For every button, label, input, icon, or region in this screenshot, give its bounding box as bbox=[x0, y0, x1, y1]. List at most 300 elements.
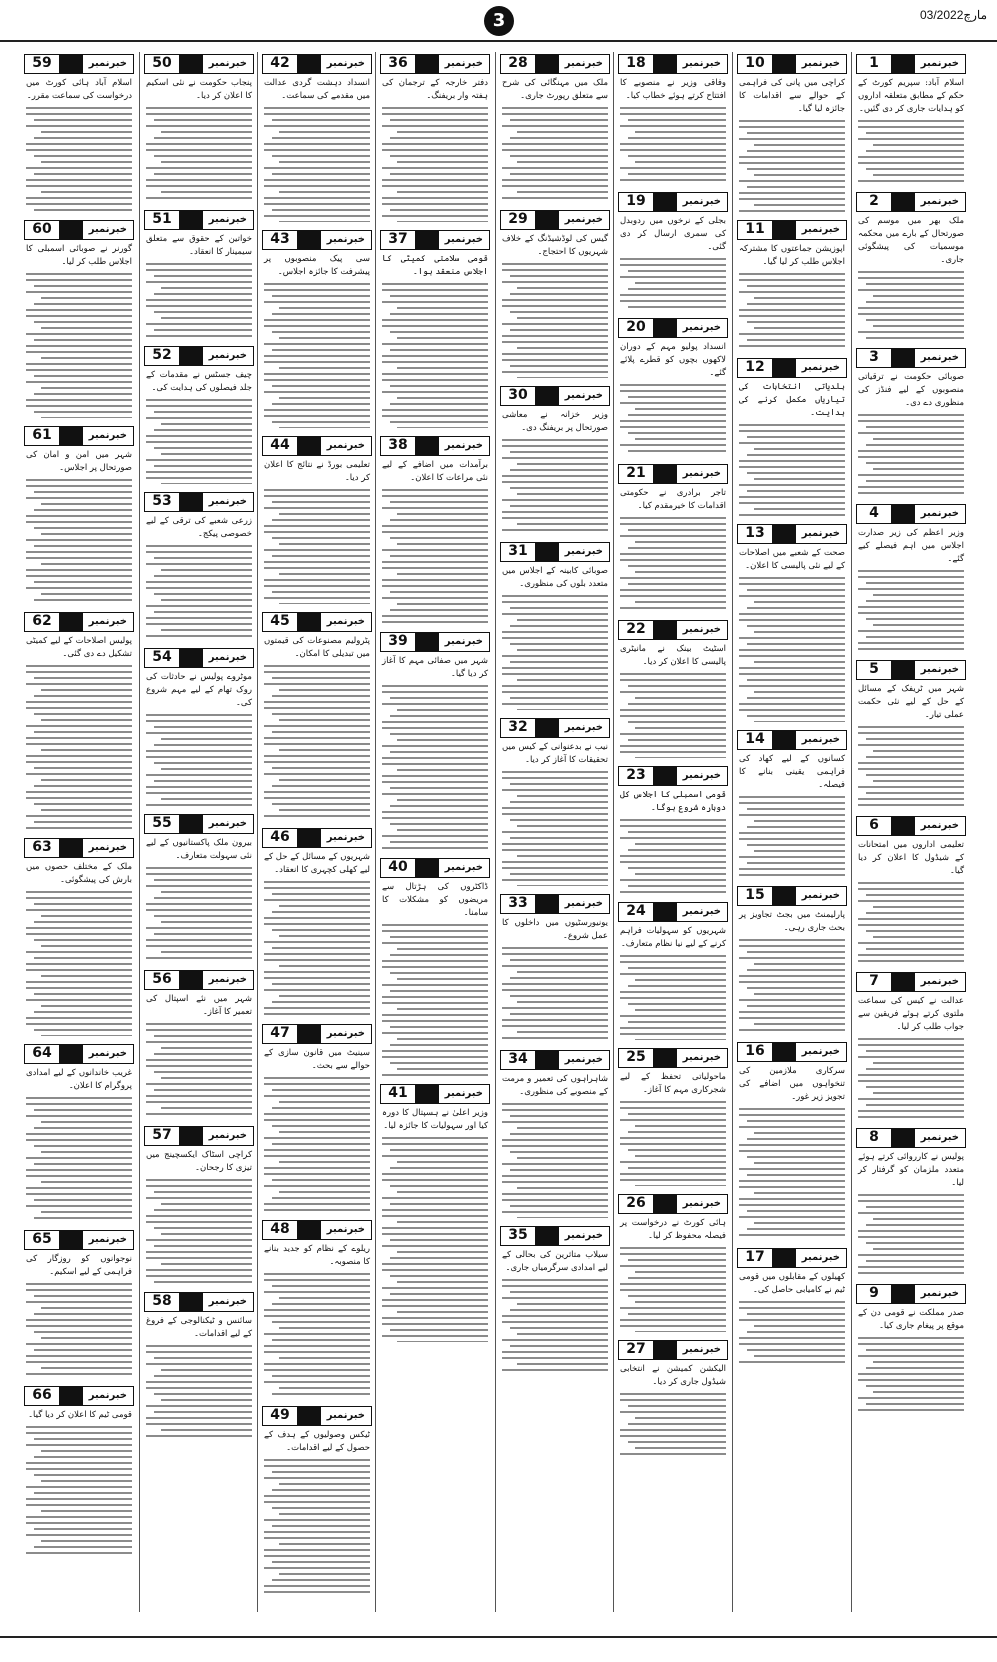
header-bar bbox=[179, 971, 203, 989]
item-label: خبرنمبر bbox=[564, 1054, 603, 1065]
header-bar bbox=[772, 1043, 796, 1061]
header-bar bbox=[772, 221, 796, 239]
header-bar bbox=[297, 231, 321, 249]
body-text-lines bbox=[852, 120, 970, 184]
item-label: خبرنمبر bbox=[88, 616, 127, 627]
item-header bbox=[618, 620, 728, 640]
item-label: خبرنمبر bbox=[920, 352, 959, 363]
news-item bbox=[20, 1384, 138, 1554]
header-bar bbox=[179, 815, 203, 833]
item-label: خبرنمبر bbox=[682, 468, 721, 479]
header-bar bbox=[179, 1293, 203, 1311]
body-text-lines bbox=[140, 1345, 258, 1440]
item-header bbox=[262, 1220, 372, 1240]
news-item bbox=[376, 52, 494, 222]
news-item bbox=[733, 1246, 851, 1366]
item-text: بجلی کے نرخوں میں ردوبدل کی سمری ارسال کر دی گئی۔ bbox=[620, 216, 726, 252]
item-header bbox=[618, 54, 728, 74]
item-text: عدالت نے کیس کی سماعت ملتوی کرتے ہوئے فریقین سے جواب طلب کر لیا۔ bbox=[858, 996, 964, 1032]
item-label: خبرنمبر bbox=[920, 508, 959, 519]
body-text-lines bbox=[258, 881, 376, 1016]
news-item bbox=[852, 1126, 970, 1276]
item-text: سائنس و ٹیکنالوجی کے فروغ کے لیے اقدامات۔ bbox=[146, 1316, 252, 1339]
header-bar bbox=[59, 1045, 83, 1063]
body-text-lines bbox=[733, 1301, 851, 1366]
header-bar bbox=[891, 349, 915, 367]
item-header bbox=[144, 210, 254, 230]
news-item bbox=[140, 968, 258, 1118]
item-header bbox=[380, 632, 490, 652]
item-header bbox=[144, 1126, 254, 1146]
item-text: وزیر خزانہ نے معاشی صورتحال پر بریفنگ دی۔ bbox=[502, 410, 608, 433]
header-bar bbox=[535, 719, 559, 737]
body-text-lines bbox=[140, 107, 258, 202]
header-bar bbox=[772, 525, 796, 543]
item-text: چیف جسٹس نے مقدمات کے جلد فیصلوں کی ہدایت کی۔ bbox=[146, 370, 252, 393]
item-label: خبرنمبر bbox=[682, 196, 721, 207]
item-text: برآمدات میں اضافے کے لیے نئی مراعات کا اعلان۔ bbox=[382, 460, 488, 483]
header-bar bbox=[891, 973, 915, 991]
item-number: 40 bbox=[388, 859, 408, 875]
item-label: خبرنمبر bbox=[208, 350, 247, 361]
item-label: خبرنمبر bbox=[920, 820, 959, 831]
item-text: اسلام آباد: سپریم کورٹ کے حکم کے مطابق متعلقہ اداروں کو ہدایات جاری کر دی گئیں۔ bbox=[858, 78, 964, 114]
item-number: 23 bbox=[626, 767, 646, 783]
item-number: 43 bbox=[270, 231, 290, 247]
column-rule bbox=[732, 52, 733, 1612]
item-text: کسانوں کے لیے کھاد کی فراہمی یقینی بنانے کا فیصلہ۔ bbox=[739, 754, 845, 790]
item-number: 50 bbox=[152, 55, 172, 71]
item-text: بیرون ملک پاکستانیوں کے لیے نئی سہولت متعارف۔ bbox=[146, 838, 252, 861]
item-text: شہر میں صفائی مہم کا آغاز کر دیا گیا۔ bbox=[382, 656, 488, 679]
news-item bbox=[258, 826, 376, 1016]
item-label: خبرنمبر bbox=[444, 58, 483, 69]
item-text: قومی سلامتی کمیٹی کا اجلاس منعقد ہوا۔ bbox=[382, 254, 488, 277]
item-text: تعلیمی بورڈ نے نتائج کا اعلان کر دیا۔ bbox=[264, 460, 370, 483]
header-bar bbox=[59, 221, 83, 239]
body-text-lines bbox=[733, 577, 851, 722]
item-number: 44 bbox=[270, 437, 290, 453]
item-text: تاجر برادری نے حکومتی اقدامات کا خیرمقدم کیا۔ bbox=[620, 488, 726, 511]
item-number: 12 bbox=[745, 359, 765, 375]
news-column bbox=[376, 52, 494, 1612]
item-text: الیکشن کمیشن نے انتخابی شیڈول جاری کر دیا۔ bbox=[620, 1364, 726, 1387]
news-item bbox=[614, 52, 732, 184]
item-header bbox=[380, 230, 490, 250]
news-item bbox=[733, 52, 851, 212]
item-text: شہریوں کے مسائل کے حل کے لیے کھلی کچہری کا انعقاد۔ bbox=[264, 852, 370, 875]
body-text-lines bbox=[258, 489, 376, 604]
news-item bbox=[20, 1042, 138, 1222]
body-text-lines bbox=[140, 399, 258, 484]
header-bar bbox=[772, 887, 796, 905]
item-text: شاہراہوں کی تعمیر و مرمت کے منصوبے کی منظوری۔ bbox=[502, 1074, 608, 1097]
body-text-lines bbox=[614, 673, 732, 758]
item-number: 8 bbox=[869, 1129, 879, 1145]
body-text-lines bbox=[614, 107, 732, 184]
item-number: 33 bbox=[508, 895, 528, 911]
news-item bbox=[140, 1290, 258, 1440]
item-label: خبرنمبر bbox=[208, 58, 247, 69]
news-column bbox=[614, 52, 732, 1612]
item-label: خبرنمبر bbox=[801, 528, 840, 539]
item-header bbox=[737, 730, 847, 750]
item-number: 20 bbox=[626, 319, 646, 335]
item-text: تعلیمی اداروں میں امتحانات کے شیڈول کا اعلان کر دیا گیا۔ bbox=[858, 840, 964, 876]
item-label: خبرنمبر bbox=[326, 440, 365, 451]
item-header bbox=[618, 192, 728, 212]
news-item bbox=[852, 190, 970, 340]
item-header bbox=[737, 54, 847, 74]
header-bar bbox=[653, 767, 677, 785]
body-text-lines bbox=[376, 107, 494, 222]
body-text-lines bbox=[496, 947, 614, 1042]
news-item bbox=[496, 1048, 614, 1218]
header-bar bbox=[297, 1221, 321, 1239]
news-item bbox=[496, 52, 614, 202]
item-text: پارلیمنٹ میں بجٹ تجاویز پر بحث جاری رہی۔ bbox=[739, 910, 845, 933]
news-item bbox=[614, 462, 732, 612]
body-text-lines bbox=[20, 479, 138, 604]
issue-date: 03/مارچ2022 bbox=[919, 8, 987, 22]
item-number: 9 bbox=[869, 1285, 879, 1301]
header-bar bbox=[891, 1285, 915, 1303]
item-number: 34 bbox=[508, 1051, 528, 1067]
item-number: 62 bbox=[32, 613, 52, 629]
item-header bbox=[856, 504, 966, 524]
item-header bbox=[500, 210, 610, 230]
news-column bbox=[140, 52, 258, 1612]
item-header bbox=[262, 1406, 372, 1426]
news-item bbox=[140, 1124, 258, 1284]
item-header bbox=[737, 220, 847, 240]
item-header bbox=[380, 1084, 490, 1104]
item-label: خبرنمبر bbox=[326, 616, 365, 627]
body-text-lines bbox=[852, 1194, 970, 1276]
item-text: کراچی میں پانی کی فراہمی کے حوالے سے اقدامات کا جائزہ لیا گیا۔ bbox=[739, 78, 845, 114]
item-header bbox=[24, 612, 134, 632]
item-header bbox=[144, 54, 254, 74]
item-text: وزیر اعظم کی زیر صدارت اجلاس میں اہم فیصلے کیے گئے۔ bbox=[858, 528, 964, 564]
item-label: خبرنمبر bbox=[88, 1234, 127, 1245]
item-label: خبرنمبر bbox=[208, 1296, 247, 1307]
header-bar bbox=[535, 543, 559, 561]
item-number: 7 bbox=[869, 973, 879, 989]
item-header bbox=[380, 858, 490, 878]
item-label: خبرنمبر bbox=[920, 664, 959, 675]
header-bar bbox=[891, 55, 915, 73]
body-text-lines bbox=[258, 1459, 376, 1594]
header-bar bbox=[297, 55, 321, 73]
item-number: 65 bbox=[32, 1231, 52, 1247]
body-text-lines bbox=[20, 1283, 138, 1378]
item-label: خبرنمبر bbox=[801, 734, 840, 745]
news-item bbox=[733, 218, 851, 350]
item-label: خبرنمبر bbox=[444, 862, 483, 873]
item-text: وفاقی وزیر نے منصوبے کا افتتاح کرتے ہوئے خطاب کیا۔ bbox=[620, 78, 726, 101]
header-bar bbox=[772, 1249, 796, 1267]
header-bar bbox=[415, 859, 439, 877]
header-bar bbox=[59, 839, 83, 857]
body-text-lines bbox=[733, 424, 851, 516]
item-text: ملک میں مہنگائی کی شرح سے متعلق رپورٹ جاری۔ bbox=[502, 78, 608, 101]
body-text-lines bbox=[614, 1247, 732, 1332]
body-text-lines bbox=[614, 819, 732, 894]
item-number: 32 bbox=[508, 719, 528, 735]
news-item bbox=[614, 1046, 732, 1186]
item-number: 11 bbox=[745, 221, 765, 237]
news-item bbox=[733, 1040, 851, 1240]
news-item bbox=[20, 1228, 138, 1378]
header-bar bbox=[535, 387, 559, 405]
body-text-lines bbox=[614, 258, 732, 310]
item-label: خبرنمبر bbox=[682, 624, 721, 635]
header-bar bbox=[179, 1127, 203, 1145]
item-number: 26 bbox=[626, 1195, 646, 1211]
body-text-lines bbox=[852, 271, 970, 340]
item-header bbox=[500, 1226, 610, 1246]
item-header bbox=[856, 348, 966, 368]
news-item bbox=[733, 884, 851, 1034]
news-item bbox=[496, 716, 614, 886]
header-bar bbox=[297, 1407, 321, 1425]
item-label: خبرنمبر bbox=[88, 1048, 127, 1059]
news-column bbox=[496, 52, 614, 1612]
item-number: 6 bbox=[869, 817, 879, 833]
item-label: خبرنمبر bbox=[444, 440, 483, 451]
item-text: پنجاب حکومت نے نئی اسکیم کا اعلان کر دیا۔ bbox=[146, 78, 252, 101]
item-header bbox=[144, 1292, 254, 1312]
item-header bbox=[262, 828, 372, 848]
item-text: قومی ٹیم کا اعلان کر دیا گیا۔ bbox=[28, 1410, 132, 1420]
item-text: پولیس نے کارروائی کرتے ہوئے متعدد ملزمان کو گرفتار کر لیا۔ bbox=[858, 1152, 964, 1188]
news-column bbox=[733, 52, 851, 1612]
item-text: نیب نے بدعنوانی کے کیس میں تحقیقات کا آغاز کر دیا۔ bbox=[502, 742, 608, 765]
item-text: وزیر اعلیٰ نے ہسپتال کا دورہ کیا اور سہولیات کا جائزہ لیا۔ bbox=[382, 1108, 488, 1131]
item-label: خبرنمبر bbox=[920, 58, 959, 69]
news-item bbox=[258, 228, 376, 428]
header-bar bbox=[653, 465, 677, 483]
body-text-lines bbox=[20, 1097, 138, 1222]
item-header bbox=[144, 492, 254, 512]
item-number: 2 bbox=[869, 193, 879, 209]
body-text-lines bbox=[614, 1393, 732, 1458]
header-bar bbox=[179, 347, 203, 365]
item-header bbox=[618, 1340, 728, 1360]
item-text: گیس کی لوڈشیڈنگ کے خلاف شہریوں کا احتجاج۔ bbox=[502, 234, 608, 257]
body-text-lines bbox=[496, 263, 614, 378]
news-item bbox=[733, 728, 851, 878]
item-label: خبرنمبر bbox=[326, 234, 365, 245]
item-label: خبرنمبر bbox=[88, 430, 127, 441]
item-label: خبرنمبر bbox=[326, 832, 365, 843]
item-number: 56 bbox=[152, 971, 172, 987]
item-number: 17 bbox=[745, 1249, 765, 1265]
header-bar bbox=[297, 1025, 321, 1043]
body-text-lines bbox=[496, 107, 614, 202]
news-item bbox=[852, 346, 970, 496]
body-text-lines bbox=[258, 1273, 376, 1398]
header-bar bbox=[891, 505, 915, 523]
news-item bbox=[614, 1192, 732, 1332]
news-item bbox=[376, 228, 494, 428]
item-number: 15 bbox=[745, 887, 765, 903]
header-bar bbox=[535, 55, 559, 73]
news-item bbox=[496, 384, 614, 534]
item-number: 45 bbox=[270, 613, 290, 629]
column-rule bbox=[851, 52, 852, 1612]
item-number: 49 bbox=[270, 1407, 290, 1423]
item-label: خبرنمبر bbox=[564, 214, 603, 225]
item-text: قومی اسمبلی کا اجلاس کل دوبارہ شروع ہوگا۔ bbox=[620, 790, 726, 813]
item-label: خبرنمبر bbox=[326, 1028, 365, 1039]
header-bar bbox=[653, 903, 677, 921]
item-label: خبرنمبر bbox=[920, 196, 959, 207]
header-bar bbox=[535, 1227, 559, 1245]
item-header bbox=[500, 54, 610, 74]
body-text-lines bbox=[376, 283, 494, 428]
item-number: 18 bbox=[626, 55, 646, 71]
item-label: خبرنمبر bbox=[801, 890, 840, 901]
item-number: 41 bbox=[388, 1085, 408, 1101]
news-item bbox=[852, 658, 970, 808]
header-bar bbox=[415, 1085, 439, 1103]
news-item bbox=[140, 646, 258, 806]
item-text: ٹیکس وصولیوں کے ہدف کے حصول کے لیے اقدامات۔ bbox=[264, 1430, 370, 1453]
header-bar bbox=[891, 1129, 915, 1147]
item-header bbox=[618, 318, 728, 338]
item-header bbox=[500, 1050, 610, 1070]
header-bar bbox=[179, 649, 203, 667]
item-number: 3 bbox=[869, 349, 879, 365]
item-text: پٹرولیم مصنوعات کی قیمتوں میں تبدیلی کا امکان۔ bbox=[264, 636, 370, 659]
item-header bbox=[856, 660, 966, 680]
item-text: صحت کے شعبے میں اصلاحات کے لیے نئی پالیسی کا اعلان۔ bbox=[739, 548, 845, 571]
news-item bbox=[496, 540, 614, 710]
item-number: 51 bbox=[152, 211, 172, 227]
item-number: 30 bbox=[508, 387, 528, 403]
item-header bbox=[24, 54, 134, 74]
item-label: خبرنمبر bbox=[564, 722, 603, 733]
news-item bbox=[733, 522, 851, 722]
item-number: 57 bbox=[152, 1127, 172, 1143]
body-text-lines bbox=[376, 1137, 494, 1342]
item-header bbox=[24, 426, 134, 446]
item-label: خبرنمبر bbox=[444, 1088, 483, 1099]
header-bar bbox=[653, 319, 677, 337]
item-number: 1 bbox=[869, 55, 879, 71]
item-text: سیلاب متاثرین کی بحالی کے لیے امدادی سرگرمیاں جاری۔ bbox=[502, 1250, 608, 1273]
item-label: خبرنمبر bbox=[682, 58, 721, 69]
body-text-lines bbox=[140, 545, 258, 640]
news-item bbox=[20, 610, 138, 830]
item-label: خبرنمبر bbox=[88, 58, 127, 69]
body-text-lines bbox=[140, 1179, 258, 1284]
item-header bbox=[144, 648, 254, 668]
header-bar bbox=[415, 633, 439, 651]
header-bar bbox=[653, 1341, 677, 1359]
body-text-lines bbox=[20, 891, 138, 1036]
item-label: خبرنمبر bbox=[801, 1252, 840, 1263]
item-number: 38 bbox=[388, 437, 408, 453]
item-text: یونیورسٹیوں میں داخلوں کا عمل شروع۔ bbox=[502, 918, 608, 941]
item-number: 35 bbox=[508, 1227, 528, 1243]
item-number: 14 bbox=[745, 731, 765, 747]
news-item bbox=[258, 1404, 376, 1594]
item-text: اسٹیٹ بینک نے مانیٹری پالیسی کا اعلان کر دیا۔ bbox=[620, 644, 726, 667]
item-text: صدر مملکت نے قومی دن کے موقع پر پیغام جاری کیا۔ bbox=[858, 1308, 964, 1331]
item-header bbox=[24, 1044, 134, 1064]
item-header bbox=[262, 230, 372, 250]
header-bar bbox=[653, 193, 677, 211]
item-text: انسداد دہشت گردی عدالت میں مقدمے کی سماعت۔ bbox=[264, 78, 370, 101]
column-rule bbox=[139, 52, 140, 1612]
item-text: نوجوانوں کو روزگار کی فراہمی کے لیے اسکیم۔ bbox=[26, 1254, 132, 1277]
header-bar bbox=[59, 613, 83, 631]
body-text-lines bbox=[258, 107, 376, 222]
item-text: شہر میں امن و امان کی صورتحال پر اجلاس۔ bbox=[26, 450, 132, 473]
item-header bbox=[856, 54, 966, 74]
news-item bbox=[852, 1282, 970, 1414]
item-header bbox=[500, 386, 610, 406]
item-label: خبرنمبر bbox=[444, 234, 483, 245]
body-text-lines bbox=[20, 665, 138, 830]
item-header bbox=[262, 436, 372, 456]
news-item bbox=[733, 356, 851, 516]
item-label: خبرنمبر bbox=[208, 974, 247, 985]
body-text-lines bbox=[376, 924, 494, 1076]
item-number: 10 bbox=[745, 55, 765, 71]
item-text: کھیلوں کے مقابلوں میں قومی ٹیم نے کامیابی حاصل کی۔ bbox=[739, 1272, 845, 1295]
item-text: زرعی شعبے کی ترقی کے لیے خصوصی پیکج۔ bbox=[146, 516, 252, 539]
header-bar bbox=[653, 1049, 677, 1067]
body-text-lines bbox=[258, 283, 376, 428]
news-item bbox=[20, 424, 138, 604]
item-number: 47 bbox=[270, 1025, 290, 1041]
header-bar bbox=[297, 829, 321, 847]
item-text: ماحولیاتی تحفظ کے لیے شجرکاری مہم کا آغاز۔ bbox=[620, 1072, 726, 1095]
item-text: غریب خاندانوں کے لیے امدادی پروگرام کا اعلان۔ bbox=[26, 1068, 132, 1091]
item-text: ہائی کورٹ نے درخواست پر فیصلہ محفوظ کر لیا۔ bbox=[620, 1218, 726, 1241]
item-text: سرکاری ملازمین کی تنخواہوں میں اضافے کی تجویز زیر غور۔ bbox=[739, 1066, 845, 1102]
item-header bbox=[856, 1284, 966, 1304]
news-column bbox=[258, 52, 376, 1612]
item-label: خبرنمبر bbox=[208, 1130, 247, 1141]
item-label: خبرنمبر bbox=[564, 1230, 603, 1241]
item-label: خبرنمبر bbox=[682, 1344, 721, 1355]
item-header bbox=[618, 1194, 728, 1214]
item-label: خبرنمبر bbox=[801, 58, 840, 69]
item-text: ملک کے مختلف حصوں میں بارش کی پیشگوئی۔ bbox=[26, 862, 132, 885]
item-label: خبرنمبر bbox=[88, 842, 127, 853]
body-text-lines bbox=[852, 726, 970, 808]
news-column bbox=[20, 52, 138, 1612]
body-text-lines bbox=[376, 685, 494, 850]
header-bar bbox=[891, 661, 915, 679]
item-text: صوبائی حکومت نے ترقیاتی منصوبوں کے لیے فنڈز کی منظوری دے دی۔ bbox=[858, 372, 964, 408]
item-label: خبرنمبر bbox=[682, 906, 721, 917]
news-item bbox=[140, 490, 258, 640]
item-header bbox=[262, 54, 372, 74]
item-text: شہر میں ٹریفک کے مسائل کے حل کے لیے نئی حکمت عملی تیار۔ bbox=[858, 684, 964, 720]
item-text: ڈاکٹروں کی ہڑتال سے مریضوں کو مشکلات کا سامنا۔ bbox=[382, 882, 488, 918]
item-header bbox=[500, 718, 610, 738]
body-text-lines bbox=[614, 384, 732, 456]
item-text: بلدیاتی انتخابات کی تیاریاں مکمل کرنے کی ہدایت۔ bbox=[739, 382, 845, 418]
item-header bbox=[618, 1048, 728, 1068]
news-item bbox=[496, 892, 614, 1042]
header-bar bbox=[653, 55, 677, 73]
